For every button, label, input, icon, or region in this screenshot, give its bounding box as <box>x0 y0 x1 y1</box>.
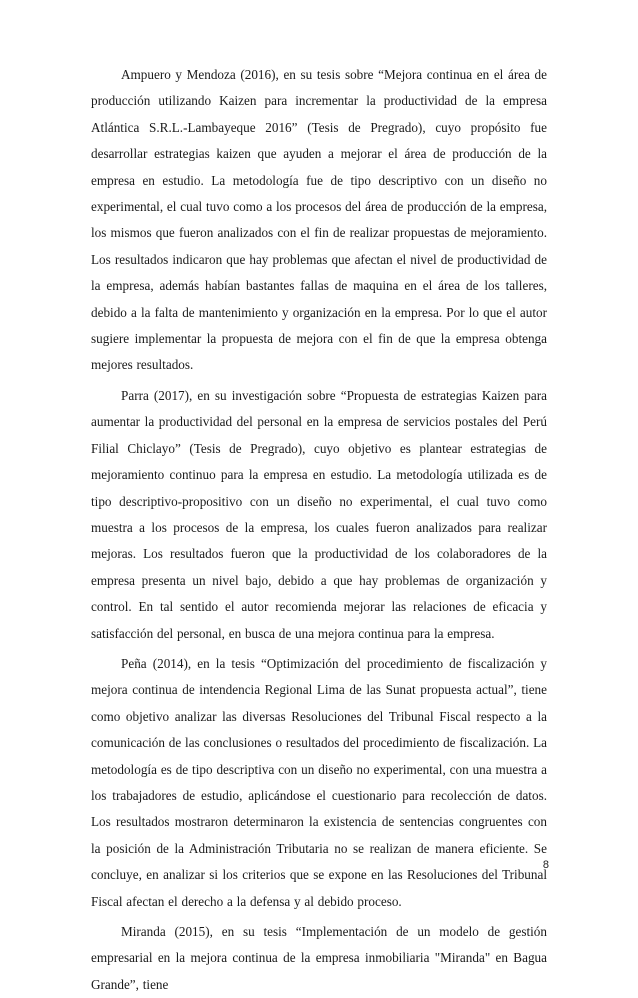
paragraph-pena: Peña (2014), en la tesis “Optimización del procedimiento de fiscalización y mejora continua de intendencia Regional Lima de las Sunat propuesta actual”, tiene como objetivo analizar las diversas Resoluciones del Tribunal Fiscal respecto a la comunicación de las conclusiones o resultados del procedimiento de fiscalización. La metodología es de tipo descriptiva con un diseño no experimental, con una muestra a los trabajadores de estudio, aplicándose el cuestionario para recolección de datos. Los resultados mostraron determinaron la existencia de sentencias congruentes con la posición de la Administración Tributaria no se realizan de manera eficiente. Se concluye, en analizar si los criterios que se expone en las Resoluciones del Tribunal Fiscal afectan el derecho a la defensa y al debido proceso. <box>91 655 547 909</box>
paragraph-miranda: Miranda (2015), en su tesis “Implementación de un modelo de gestión empresarial en la mejora continua de la empresa inmobiliaria "Miranda" en Bagua Grande”, tiene <box>91 924 547 992</box>
page-number: 8 <box>542 859 549 871</box>
paragraph-ampuero-mendoza: Ampuero y Mendoza (2016), en su tesis sobre “Mejora continua en el área de producción utilizando Kaizen para incrementar la productividad de la empresa Atlántica S.R.L.-Lambayeque 2016” (Tesis de Pregrado), cuyo propósito fue desarrollar estrategias kaizen que ayuden a mejorar el área de producción de la empresa en estudio. La metodología fue de tipo descriptivo con un diseño no experimental, el cual tuvo como a los procesos del área de producción de la empresa, los mismos que fueron analizados con el fin de realizar propuestas de mejoramiento. Los resultados indicaron que hay problemas que afectan el nivel de productividad de la empresa, además habían bastantes fallas de maquina en el área de los talleres, debido a la falta de mantenimiento y organización en la empresa. Por lo que el autor sugiere implementar la propuesta de mejora con el fin de que la empresa obtenga mejores resultados. <box>91 67 547 373</box>
paragraph-parra: Parra (2017), en su investigación sobre “Propuesta de estrategias Kaizen para aumentar la productividad del personal en la empresa de servicios postales del Perú Filial Chiclayo” (Tesis de Pregrado), cuyo objetivo es plantear estrategias de mejoramiento continuo para la empresa en estudio. La metodología utilizada es de tipo descriptivo-propositivo con un diseño no experimental, el cual tuvo como muestra a los procesos de la empresa, los cuales fueron analizados para realizar mejoras. Los resultados fueron que la productividad de los colaboradores de la empresa presenta un nivel bajo, debido a que hay problemas de organización y control. En tal sentido el autor recomienda mejorar las relaciones de eficacia y satisfacción del personal, en busca de una mejora continua para la empresa. <box>91 387 547 641</box>
